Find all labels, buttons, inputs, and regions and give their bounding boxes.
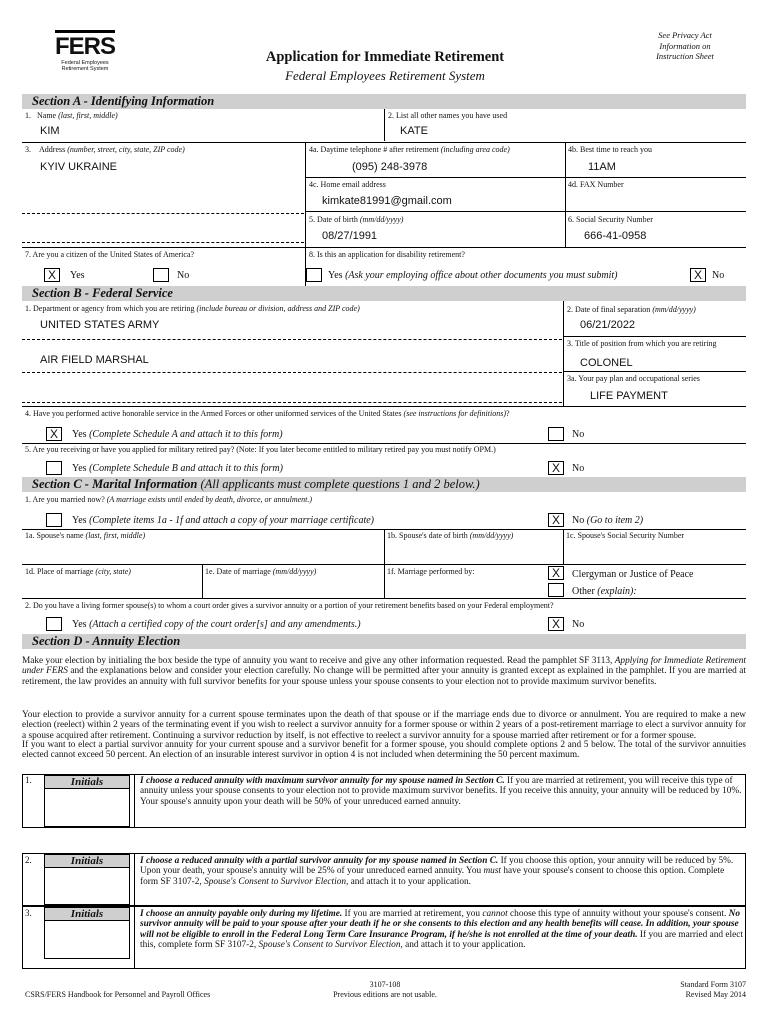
section-a-header: Section A - Identifying Information bbox=[22, 94, 746, 109]
a4a-phone-field[interactable]: (095) 248-3978 bbox=[352, 161, 428, 173]
a2-other-names-field[interactable]: KATE bbox=[400, 125, 428, 137]
b1-label: 1. Department or agency from which you are retiring (include bureau or division, address and ZIP code) bbox=[25, 304, 360, 313]
b4-yes-checkbox[interactable]: X bbox=[46, 427, 62, 441]
a8-no-checkbox[interactable]: X bbox=[690, 268, 706, 282]
a8-label: 8. Is this an application for disability retirement? bbox=[309, 250, 465, 259]
a6-label: 6. Social Security Number bbox=[568, 215, 653, 224]
a4d-label: 4d. FAX Number bbox=[568, 180, 624, 189]
b5-yes-checkbox[interactable] bbox=[46, 461, 62, 475]
c1-no-checkbox[interactable]: X bbox=[548, 513, 564, 527]
c2-yes-checkbox[interactable] bbox=[46, 617, 62, 631]
a4c-label: 4c. Home email address bbox=[309, 180, 386, 189]
c1d-label: 1d. Place of marriage (city, state) bbox=[25, 567, 131, 576]
c1-yes-checkbox[interactable] bbox=[46, 513, 62, 527]
b3a-label: 3a. Your pay plan and occupational series bbox=[567, 374, 700, 383]
d-paragraph-2: Your election to provide a survivor annuity for a current spouse terminates upon the death of that spouse or if the marriage ends due to divorce or annulment. You are required to make a new election (reelect) within 2 years of the terminating event if you wish to reelect a survivor annuity for a former spouse or within 2 years of a post-retirement marriage to elect a survivor annuity for a spouse acquired after retirement. Continuing a survivor reduction by itself, is not effective to reelect a survivor annuity for a spouse married after retirement or for a former spouse. bbox=[22, 710, 746, 741]
option-2-text: I choose a reduced annuity with a partial survivor annuity for my spouse named in Section C. If you choose this option, your annuity will be reduced by 5%. Upon your death, your spouse's annuity will be 25% of your unreduced earned annuity. You must have your spouse's consent to choose this option. Complete form SF 3107-2, Spouse's Consent to Survivor Election, and attach it to your application. bbox=[140, 856, 734, 887]
option-3-number: 3. bbox=[25, 908, 32, 918]
c1c-label: 1c. Spouse's Social Security Number bbox=[566, 531, 685, 540]
section-c-header: Section C - Marital Information (All applicants must complete questions 1 and 2 below.) bbox=[22, 477, 746, 492]
b4-no-checkbox[interactable] bbox=[548, 427, 564, 441]
a6-ssn-field[interactable]: 666-41-0958 bbox=[584, 230, 647, 242]
a7-yes-label: Yes bbox=[70, 270, 85, 281]
page-title: Application for Immediate Retirement bbox=[265, 49, 505, 65]
b4-no-label: No bbox=[572, 429, 585, 440]
b5-label: 5. Are you receiving or have you applied for military retired pay? (Note: If you later become entitled to military retired pay you must notify OPM.) bbox=[25, 445, 496, 454]
d-paragraph-3: If you want to elect a partial survivor annuity for your current spouse and a survivor benefit for a former spouse, you should complete options 2 and 5 below. The total of the survivor annuities elected cannot exceed 50 percent. An election of an insurable interest survivor in option 4 is not included when determining the 50 percent maximum. bbox=[22, 740, 746, 761]
fers-logo bbox=[50, 30, 120, 80]
section-b-header: Section B - Federal Service bbox=[22, 286, 746, 301]
c1f-clergy-checkbox[interactable]: X bbox=[548, 566, 564, 580]
b2-separation-date-field[interactable]: 06/21/2022 bbox=[580, 319, 636, 331]
a5-dob-field[interactable]: 08/27/1991 bbox=[322, 230, 378, 242]
a1-label: 1. Name (last, first, middle) bbox=[25, 111, 118, 120]
a8-no-label: No bbox=[712, 270, 725, 281]
option-3-text: I choose an annuity payable only during my lifetime. If you are married at retirement, you cannot choose this type of annuity without your spouse's consent. No survivor annuity will be paid to your spouse after your death if he or she consents to this election and any health benefits will cease. In addition, your spouse will not be eligible to enroll in the Federal Long Term Care Insurance Program, if he/she is not enrolled at the time of your death. If you are married and elect this, complete form SF 3107-2, Spouse's Consent to Survivor Election, and attach it to your application. bbox=[140, 909, 743, 951]
option-3-initials-label: Initials bbox=[45, 908, 129, 921]
b4-label: 4. Have you performed active honorable service in the Armed Forces or other uniformed services of the United States (see instructions for definitions)? bbox=[25, 409, 510, 418]
option-3-initials-box[interactable] bbox=[44, 907, 130, 959]
b3a-pay-plan-field[interactable]: LIFE PAYMENT bbox=[590, 390, 668, 402]
c1-yes-label: Yes (Complete items 1a - 1f and attach a copy of your marriage certificate) bbox=[72, 515, 375, 526]
c2-yes-label: Yes (Attach a certified copy of the court order[s] and any amendments.) bbox=[72, 619, 361, 630]
b5-no-label: No bbox=[572, 463, 585, 474]
c1f-label: 1f. Marriage performed by: bbox=[387, 567, 475, 576]
a8-yes-checkbox[interactable] bbox=[306, 268, 322, 282]
option-2-number: 2. bbox=[25, 855, 32, 865]
option-1-initials-box[interactable] bbox=[44, 775, 130, 827]
a4a-label: 4a. Daytime telephone # after retirement (including area code) bbox=[309, 145, 510, 154]
b3-label: 3. Title of position from which you are retiring bbox=[567, 339, 717, 348]
option-1-number: 1. bbox=[25, 775, 32, 785]
c1f-other-label: Other (explain): bbox=[572, 586, 637, 597]
a7-label: 7. Are you a citizen of the United States of America? bbox=[25, 250, 195, 259]
c1-label: 1. Are you married now? (A marriage exists until ended by death, divorce, or annulment.) bbox=[25, 495, 313, 504]
a4b-best-time-field[interactable]: 11AM bbox=[588, 161, 616, 173]
a1-name-field[interactable]: KIM bbox=[40, 125, 60, 137]
c1b-label: 1b. Spouse's date of birth (mm/dd/yyyy) bbox=[387, 531, 514, 540]
footer-right: Standard Form 3107 Revised May 2014 bbox=[680, 980, 746, 999]
a3-address-field[interactable]: KYIV UKRAINE bbox=[40, 161, 118, 173]
privacy-note: See Privacy Act Information on Instruction Sheet bbox=[656, 30, 714, 61]
b3-position-title-field[interactable]: COLONEL bbox=[580, 357, 633, 369]
b4-yes-label: Yes (Complete Schedule A and attach it to this form) bbox=[72, 429, 283, 440]
c2-label: 2. Do you have a living former spouse(s) to whom a court order gives a survivor annuity or a portion of your retirement benefits based on your Federal employment? bbox=[25, 601, 554, 610]
b2-label: 2. Date of final separation (mm/dd/yyyy) bbox=[567, 305, 696, 314]
a5-label: 5. Date of birth (mm/dd/yyyy) bbox=[309, 215, 404, 224]
a4c-email-field[interactable]: kimkate81991@gmail.com bbox=[322, 195, 452, 207]
a7-no-label: No bbox=[177, 270, 190, 281]
logo-sub1: Federal Employees bbox=[61, 60, 109, 66]
c1f-clergy-label: Clergyman or Justice of Peace bbox=[572, 569, 694, 580]
logo-text: FERS bbox=[55, 30, 115, 60]
c1e-label: 1e. Date of marriage (mm/dd/yyyy) bbox=[205, 567, 317, 576]
a3-label: 3. Address (number, street, city, state, ZIP code) bbox=[25, 145, 185, 154]
c1a-label: 1a. Spouse's name (last, first, middle) bbox=[25, 531, 146, 540]
b1-agency-field-line2[interactable]: AIR FIELD MARSHAL bbox=[40, 354, 149, 366]
c2-no-checkbox[interactable]: X bbox=[548, 617, 564, 631]
c1-no-label: No (Go to item 2) bbox=[572, 515, 644, 526]
a2-label: 2. List all other names you have used bbox=[388, 111, 508, 120]
c1f-other-checkbox[interactable] bbox=[548, 583, 564, 597]
page-subtitle: Federal Employees Retirement System bbox=[285, 68, 485, 83]
option-2-initials-box[interactable] bbox=[44, 854, 130, 905]
b1-agency-field[interactable]: UNITED STATES ARMY bbox=[40, 319, 160, 331]
d-paragraph-1: Make your election by initialing the box beside the type of annuity you want to receive and give any other information requested. Read the pamphlet SF 3113, Applying for Immediate Retirement under FERS and the explanations below and consider your election carefully. No change will be permitted after your annuity is granted except as explained in the pamphlet. If you are married at retirement, the law provides an annuity with full survivor benefits for your spouse unless your spouse consents to your election not to provide maximum survivor benefits. bbox=[22, 656, 747, 687]
logo-sub2: Retirement System bbox=[61, 66, 109, 72]
a7-yes-checkbox[interactable]: X bbox=[44, 268, 60, 282]
c2-no-label: No bbox=[572, 619, 585, 630]
a8-yes-label: Yes (Ask your employing office about other documents you must submit) bbox=[328, 270, 618, 281]
option-1-text: I choose a reduced annuity with maximum survivor annuity for my spouse named in Section C. If you are married at retirement, you will receive this type of annuity unless your spouse consents to your election not to provide maximum survivor benefits. If you receive this annuity, your annuity will be reduced by 10%. Your spouse's annuity upon your death will be 50% of your unreduced earned annuity. bbox=[140, 776, 742, 807]
section-d-header: Section D - Annuity Election bbox=[22, 634, 746, 649]
a4b-label: 4b. Best time to reach you bbox=[568, 145, 652, 154]
footer-left: CSRS/FERS Handbook for Personnel and Payroll Offices bbox=[25, 990, 211, 999]
a7-no-checkbox[interactable] bbox=[153, 268, 169, 282]
footer-center: 3107-108 Previous editions are not usable. bbox=[333, 980, 437, 999]
option-1-initials-label: Initials bbox=[45, 776, 129, 789]
b5-yes-label: Yes (Complete Schedule B and attach it to this form) bbox=[72, 463, 283, 474]
b5-no-checkbox[interactable]: X bbox=[548, 461, 564, 475]
option-2-initials-label: Initials bbox=[45, 855, 129, 868]
